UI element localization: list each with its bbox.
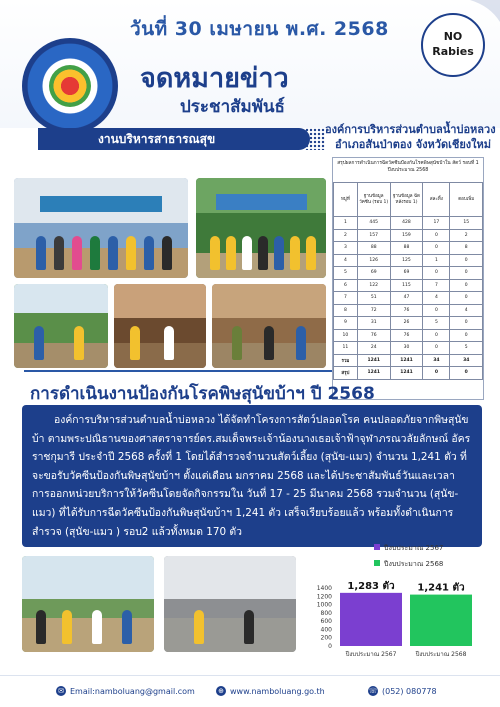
no-rabies-badge xyxy=(421,13,485,77)
legend-label: ปีงบประมาณ 2568 xyxy=(384,560,444,568)
legend-label: ปีงบประมาณ 2567 xyxy=(384,544,444,552)
table-cell: 0 xyxy=(423,342,450,355)
y-tick-label: 400 xyxy=(320,626,332,634)
table-cell: 4 xyxy=(334,254,358,267)
table-cell: 5 xyxy=(423,317,450,330)
table-row xyxy=(334,267,483,280)
table-cell: 8 xyxy=(450,242,483,255)
table-cell: 0 xyxy=(423,267,450,280)
table-cell: 76 xyxy=(357,329,390,342)
bar-value-label: 1,241 ตัว xyxy=(417,582,465,594)
table-cell: 88 xyxy=(357,242,390,255)
table-row xyxy=(334,279,483,292)
photo-divider xyxy=(24,370,364,372)
body-text-box xyxy=(22,405,482,547)
table-cell: 34 xyxy=(423,354,450,367)
table-cell: 445 xyxy=(357,217,390,230)
x-tick-label: ปีงบประมาณ 2568 xyxy=(415,651,467,658)
bar xyxy=(410,595,472,646)
bar-value-label: 1,283 ตัว xyxy=(347,580,395,592)
y-tick-label: 1400 xyxy=(316,585,332,592)
table-cell: 72 xyxy=(357,304,390,317)
vaccination-summary-table xyxy=(332,157,484,400)
table-row xyxy=(334,304,483,317)
table-cell: 0 xyxy=(423,304,450,317)
mail-icon: ✉ xyxy=(56,686,66,696)
table-row xyxy=(334,254,483,267)
table-cell: 428 xyxy=(390,217,423,230)
x-tick-label: ปีงบประมาณ 2567 xyxy=(345,651,397,658)
table-row xyxy=(334,367,483,380)
globe-icon: ⊕ xyxy=(216,686,226,696)
table-cell: 69 xyxy=(390,267,423,280)
table-cell: 0 xyxy=(450,329,483,342)
table-cell: สรุป xyxy=(334,367,358,380)
table-cell: 5 xyxy=(450,342,483,355)
footer-email[interactable] xyxy=(56,686,195,696)
table-cell: 0 xyxy=(423,242,450,255)
table-header-row xyxy=(334,183,483,217)
badge-line-2: Rabies xyxy=(432,45,474,58)
y-tick-label: 800 xyxy=(320,609,332,617)
organization-location: อำเภอสันป่าตอง จังหวัดเชียงใหม่ xyxy=(335,138,492,151)
legend-swatch xyxy=(374,544,380,550)
email-text: Email:namboluang@gmail.com xyxy=(70,686,195,696)
y-tick-label: 1200 xyxy=(316,593,332,601)
photo-vaccinating-dog xyxy=(114,284,206,368)
y-tick-label: 200 xyxy=(320,634,332,642)
table-cell: 8 xyxy=(334,304,358,317)
table-cell: 1241 xyxy=(357,367,390,380)
dot-pattern xyxy=(305,128,325,150)
table-row xyxy=(334,292,483,305)
table-cell: 69 xyxy=(357,267,390,280)
table-cell: 17 xyxy=(423,217,450,230)
table-cell: 76 xyxy=(390,304,423,317)
table-cell: 2 xyxy=(450,229,483,242)
badge-line-1: NO xyxy=(443,30,463,44)
table-cell: 6 xyxy=(334,279,358,292)
table-cell: 4 xyxy=(450,304,483,317)
department-label: งานบริหารสาธารณสุข xyxy=(98,131,216,146)
table-cell: 34 xyxy=(450,354,483,367)
table-cell: 26 xyxy=(390,317,423,330)
footer-website[interactable] xyxy=(216,686,325,696)
legend-swatch xyxy=(374,560,380,566)
photo-outdoor-service xyxy=(22,556,154,652)
table-row xyxy=(334,229,483,242)
table-cell: 88 xyxy=(390,242,423,255)
table-row xyxy=(334,217,483,230)
table-cell: 76 xyxy=(390,329,423,342)
newsletter-title: จดหมายข่าว xyxy=(140,63,289,94)
table-row xyxy=(334,329,483,342)
section-title: การดำเนินงานป้องกันโรคพิษสุนัขบ้าฯ ปี 2568 xyxy=(30,384,375,404)
table-cell: 0 xyxy=(450,267,483,280)
y-tick-label: 0 xyxy=(328,643,332,650)
table-cell: 24 xyxy=(357,342,390,355)
table-cell: 47 xyxy=(390,292,423,305)
col-header: หมู่ที่ xyxy=(334,183,358,217)
newsletter-subtitle: ประชาสัมพันธ์ xyxy=(180,97,285,117)
table-cell: 1241 xyxy=(390,367,423,380)
issue-date: วันที่ 30 เมษายน พ.ศ. 2568 xyxy=(130,18,389,40)
table-row xyxy=(334,317,483,330)
col-header: ตอบเพิ่ม xyxy=(450,183,483,217)
table-cell: 115 xyxy=(390,279,423,292)
photo-vaccination-cage xyxy=(14,284,108,368)
table-cell: 1 xyxy=(423,254,450,267)
table-row xyxy=(334,354,483,367)
table-cell: 51 xyxy=(357,292,390,305)
table-cell: รวม xyxy=(334,354,358,367)
table-cell: 11 xyxy=(334,342,358,355)
phone-icon: ☏ xyxy=(368,687,378,695)
table-cell: 1241 xyxy=(390,354,423,367)
photo-group-volunteers xyxy=(196,178,326,278)
table-cell: 0 xyxy=(450,279,483,292)
phone-text: (052) 080778 xyxy=(382,686,437,696)
department-bar xyxy=(38,128,310,150)
table-cell: 9 xyxy=(334,317,358,330)
table-cell: 1241 xyxy=(357,354,390,367)
y-tick-label: 600 xyxy=(320,618,332,626)
table-cell: 0 xyxy=(423,329,450,342)
footer xyxy=(0,675,500,707)
vaccination-bar-chart xyxy=(306,540,484,662)
photo-vaccinating-pet xyxy=(164,556,296,652)
table-cell: 0 xyxy=(450,317,483,330)
organization-logo xyxy=(22,38,118,134)
table-row xyxy=(334,342,483,355)
table-cell: 159 xyxy=(390,229,423,242)
col-header: สละทิ้ง xyxy=(423,183,450,217)
table-cell: 7 xyxy=(423,279,450,292)
summary-table xyxy=(333,182,483,380)
table-cell: 15 xyxy=(450,217,483,230)
table-cell: 125 xyxy=(390,254,423,267)
logo-emblem-icon xyxy=(49,65,91,107)
photo-group-staff xyxy=(14,178,188,278)
col-header: ฐานข้อมูล ฉีด หลังรอบ 1) xyxy=(390,183,423,217)
photo-home-visit xyxy=(212,284,326,368)
table-cell: 10 xyxy=(334,329,358,342)
table-cell: 0 xyxy=(450,254,483,267)
table-cell: 1 xyxy=(334,217,358,230)
table-cell: 122 xyxy=(357,279,390,292)
body-paragraph: องค์การบริหารส่วนตำบลน้ำบ่อหลวง ได้จัดทำโครงการสัตว์ปลอดโรค คนปลอดภัยจากพิษสุนัขบ้า ตามพระปณิธานของศาสตราจารย์ดร.สมเด็จพระเจ้าน้องนางเธอเจ้าฟ้าจุฬาภรณวลัยลักษณ์ อัครราชกุมารี ประจำปี 2568 ครั้งที่ 1 โดยได้สำรวจจำนวนสัตว์เลี้ยง (สุนัข-แมว) จำนวน 1,241 ตัว ที่จะขอรับวัคซีนป้องกันพิษสุนัขบ้าฯ ตั้งแต่เดือน มกราคม 2568 และได้ประชาสัมพันธ์วันและเวลาการออกหน่วยบริการให้วัคซีนโดยจัดกิจกรรมใน วันที่ 17 - 25 มีนาคม 2568 รวมจำนวน (สุนัข-แมว) ที่ได้รับการฉีดวัคซีนป้องกันพิษสุนัขบ้าฯ 1,241 ตัว เสร็จเรียบร้อยแล้ว พร้อมทั้งดำเนินการสำรวจ (สุนัข-แมว ) รอบ2 แล้วทั้งหมด 170 ตัว xyxy=(32,414,471,538)
table-cell: 30 xyxy=(390,342,423,355)
table-cell: 0 xyxy=(450,367,483,380)
table-cell: 2 xyxy=(334,229,358,242)
table-cell: 3 xyxy=(334,242,358,255)
table-cell: 5 xyxy=(334,267,358,280)
table-cell: 0 xyxy=(423,229,450,242)
bar xyxy=(340,593,402,646)
table-row xyxy=(334,242,483,255)
organization-name: องค์การบริหารส่วนตำบลน้ำบ่อหลวง xyxy=(325,123,496,136)
table-cell: 31 xyxy=(357,317,390,330)
table-title: สรุปผลการดำเนินการฉีดวัคซีนป้องกันโรคพิษสุนัขบ้าใน สัตว์ รอบที่ 1 ปีงบประมาณ 2568 xyxy=(337,161,479,173)
table-cell: 0 xyxy=(450,292,483,305)
y-tick-label: 1000 xyxy=(316,601,332,609)
table-cell: 126 xyxy=(357,254,390,267)
table-cell: 7 xyxy=(334,292,358,305)
website-text: www.namboluang.go.th xyxy=(230,686,325,696)
table-cell: 157 xyxy=(357,229,390,242)
col-header: ฐานข้อมูล วัคซีน (รอบ 1) xyxy=(357,183,390,217)
table-cell: 4 xyxy=(423,292,450,305)
table-cell: 0 xyxy=(423,367,450,380)
footer-phone[interactable] xyxy=(368,686,437,696)
